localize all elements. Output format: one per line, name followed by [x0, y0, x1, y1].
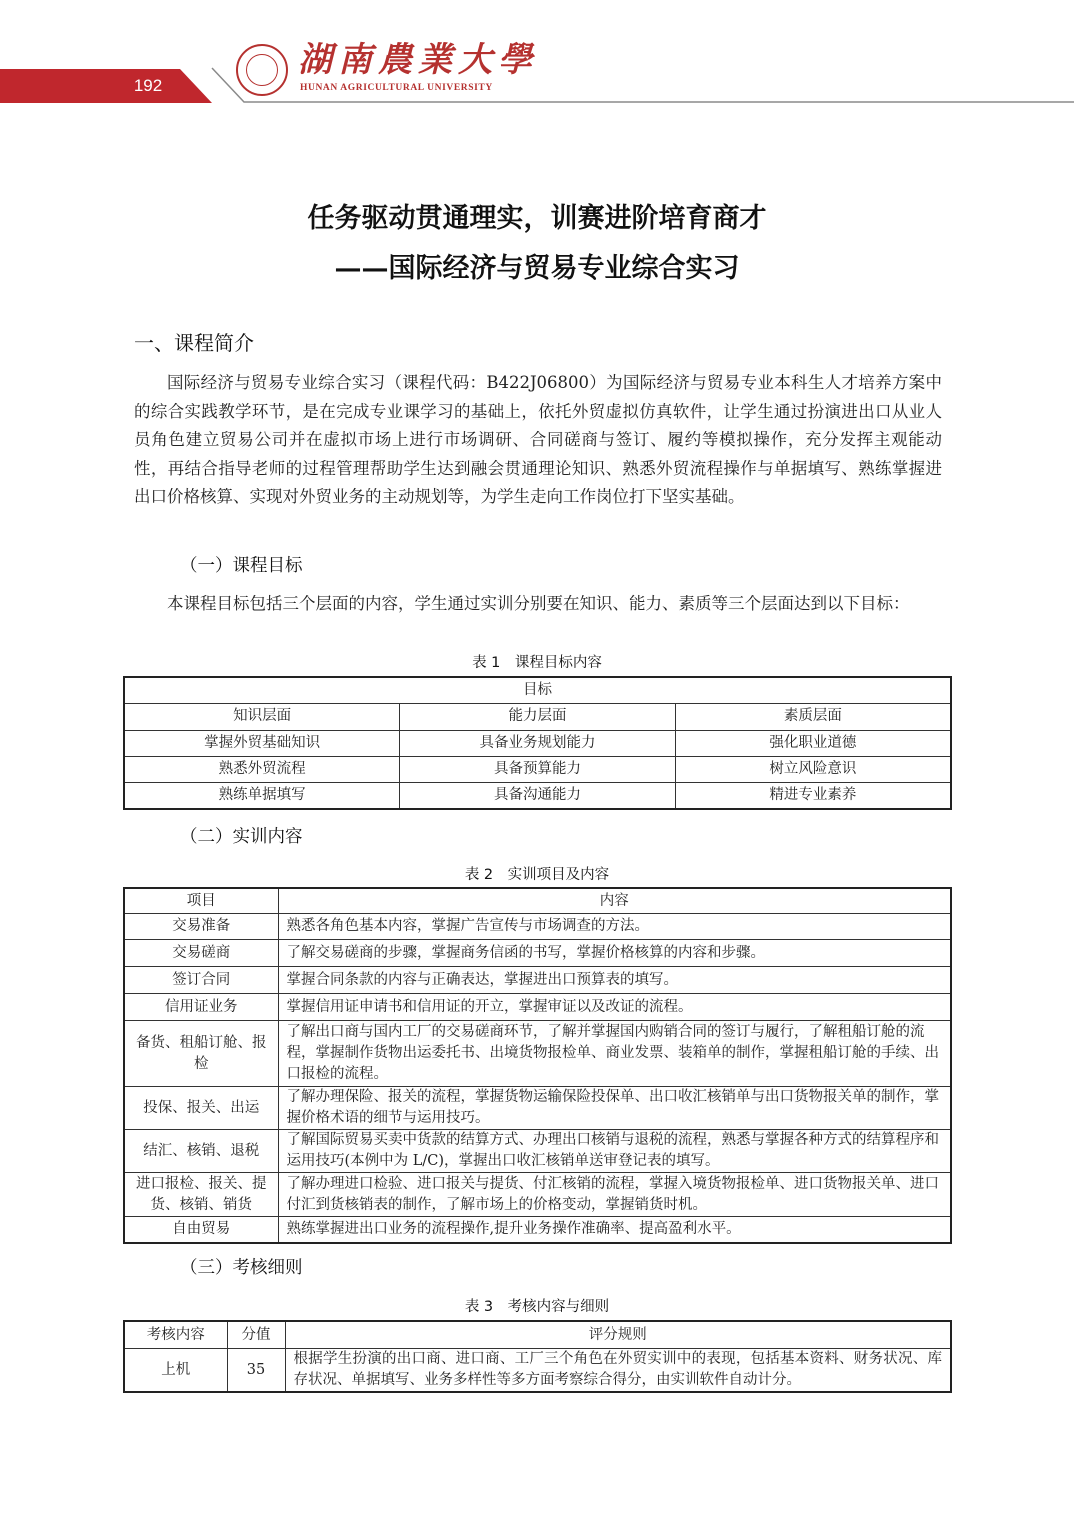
table-cell-content: 掌握合同条款的内容与正确表达，掌握进出口预算表的填写。: [278, 967, 951, 994]
university-seal-icon: [236, 44, 288, 96]
assessment-table: [123, 1320, 952, 1393]
table-row: [124, 756, 951, 782]
column-header: 知识层面: [124, 704, 400, 730]
table-row: [124, 1217, 951, 1243]
table-row: [124, 1021, 951, 1087]
table-row: [124, 783, 951, 810]
table-row: [124, 967, 951, 994]
table-cell-rule: 根据学生扮演的出口商、进口商、工厂三个角色在外贸实训中的表现，包括基本资料、财务状况、库存状况、单据填写、业务多样性等多方面考察综合得分，由实训软件自动计分。: [285, 1349, 951, 1393]
intro-paragraph: 国际经济与贸易专业综合实习（课程代码：B422J06800）为国际经济与贸易专业本科生人才培养方案中的综合实践教学环节，是在完成专业课学习的基础上，依托外贸虚拟仿真软件，让学生通过扮演进出口从业人员角色建立贸易公司并在虚拟市场上进行市场调研、合同磋商与签订、履约等模拟操作，充分发挥主观能动性，再结合指导老师的过程管理帮助学生达到融会贯通理论知识、熟悉外贸流程操作与单据填写、熟练掌握进出口价格核算、实现对外贸业务的主动规划等，为学生走向工作岗位打下坚实基础。: [134, 373, 942, 507]
table-row: [124, 1173, 951, 1217]
table-cell: 熟悉外贸流程: [124, 756, 400, 782]
page-number-band: [0, 69, 212, 103]
column-header: 能力层面: [400, 704, 676, 730]
table-header-cell: 目标: [124, 677, 951, 704]
table-row: [124, 1349, 951, 1393]
page-number: 192: [133, 76, 163, 95]
column-header: 评分规则: [285, 1321, 951, 1349]
column-header: 分值: [227, 1321, 285, 1349]
table-row: [124, 940, 951, 967]
table2-caption: 表 2 实训项目及内容: [464, 867, 610, 883]
university-logo-english: HUNAN AGRICULTURAL UNIVERSITY: [300, 83, 493, 93]
column-header: 素质层面: [675, 704, 951, 730]
table-cell-content: 了解办理进口检验、进口报关与提货、付汇核销的流程，掌握入境货物报检单、进口货物报关单、进口付汇到货核销表的制作，了解市场上的价格变动，掌握销货时机。: [278, 1173, 951, 1217]
table-cell-item: 信用证业务: [124, 994, 278, 1021]
table-header-row: [124, 677, 951, 704]
column-header: 项目: [124, 888, 278, 914]
table-cell-item: 备货、租船订舱、报检: [124, 1021, 278, 1087]
table-cell-content: 了解国际贸易买卖中货款的结算方式、办理出口核销与退税的流程，熟悉与掌握各种方式的结算程序和运用技巧(本例中为 L/C)，掌握出口收汇核销单送审登记表的填写。: [278, 1130, 951, 1173]
table-header-row: [124, 888, 951, 914]
section-heading: 一、课程简介: [134, 331, 254, 355]
table-cell-content: 了解办理保险、报关的流程，掌握货物运输保险投保单、出口收汇核销单与出口货物报关单的制作，掌握价格术语的细节与运用技巧。: [278, 1087, 951, 1130]
table-cell-item: 交易磋商: [124, 940, 278, 967]
column-header: 考核内容: [124, 1321, 227, 1349]
subsection-heading-content: （二）实训内容: [180, 827, 303, 847]
table-row: [124, 1087, 951, 1130]
table-row: [124, 994, 951, 1021]
table-header-row: [124, 1321, 951, 1349]
university-logo-chinese: 湖南農業大學: [298, 40, 538, 80]
table-cell-content: 掌握信用证申请书和信用证的开立，掌握审证以及改证的流程。: [278, 994, 951, 1021]
table-row: [124, 1130, 951, 1173]
table-cell-content: 熟练掌握进出口业务的流程操作,提升业务操作准确率、提高盈利水平。: [278, 1217, 951, 1243]
table-cell-item: 上机: [124, 1349, 227, 1393]
column-header: 内容: [278, 888, 951, 914]
training-content-table: [123, 887, 952, 1244]
table-cell-item: 自由贸易: [124, 1217, 278, 1243]
table-column-row: [124, 704, 951, 730]
subsection-heading-goals: （一）课程目标: [180, 556, 303, 576]
page-title: 任务驱动贯通理实，训赛进阶培育商才: [307, 203, 767, 234]
course-goals-table: [123, 676, 952, 810]
table-cell-item: 交易准备: [124, 914, 278, 940]
page-subtitle: ——国际经济与贸易专业综合实习: [334, 253, 740, 284]
table-row: [124, 730, 951, 756]
table-cell: 具备业务规划能力: [400, 730, 676, 756]
table-cell-content: 了解交易磋商的步骤，掌握商务信函的书写，掌握价格核算的内容和步骤。: [278, 940, 951, 967]
table-row: [124, 914, 951, 940]
subsection-heading-assessment: （三）考核细则: [180, 1258, 303, 1278]
table-cell: 掌握外贸基础知识: [124, 730, 400, 756]
table-cell: 树立风险意识: [675, 756, 951, 782]
page-header: [0, 0, 1074, 110]
table-cell-content: 熟悉各角色基本内容，掌握广告宣传与市场调查的方法。: [278, 914, 951, 940]
table-cell-item: 投保、报关、出运: [124, 1087, 278, 1130]
table3-caption: 表 3 考核内容与细则: [464, 1299, 610, 1315]
table-cell-item: 结汇、核销、退税: [124, 1130, 278, 1173]
table-cell: 具备预算能力: [400, 756, 676, 782]
table-cell-item: 进口报检、报关、提货、核销、销货: [124, 1173, 278, 1217]
table-cell-content: 了解出口商与国内工厂的交易磋商环节，了解并掌握国内购销合同的签订与履行，了解租船订舱的流程，掌握制作货物出运委托书、出境货物报检单、商业发票、装箱单的制作，掌握租船订舱的手续、出口报检的流程。: [278, 1021, 951, 1087]
table1-caption: 表 1 课程目标内容: [472, 655, 602, 671]
table-cell: 具备沟通能力: [400, 783, 676, 810]
goals-paragraph: 本课程目标包括三个层面的内容，学生通过实训分别要在知识、能力、素质等三个层面达到以下目标：: [167, 594, 910, 613]
table-cell-score: 35: [227, 1349, 285, 1393]
table-cell-item: 签订合同: [124, 967, 278, 994]
table-cell: 强化职业道德: [675, 730, 951, 756]
table-cell: 精进专业素养: [675, 783, 951, 810]
table-cell: 熟练单据填写: [124, 783, 400, 810]
